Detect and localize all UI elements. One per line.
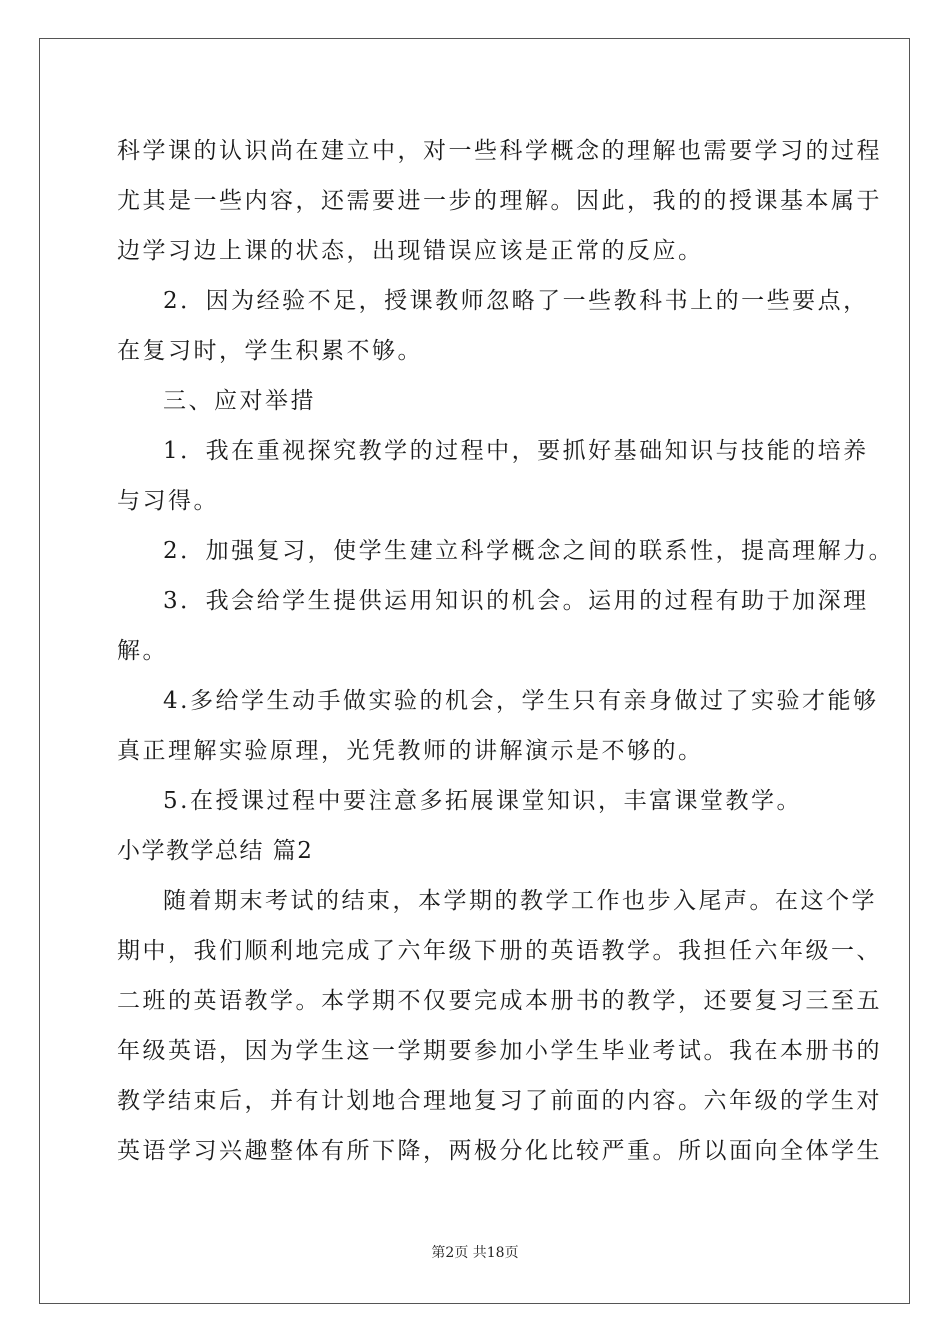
text-line: 5.在授课过程中要注意多拓展课堂知识，丰富课堂教学。 <box>163 788 802 814</box>
page-number-footer: 第2页 共18页 <box>431 1245 519 1261</box>
text-line: 科学课的认识尚在建立中，对一些科学概念的理解也需要学习的过程 <box>117 138 882 164</box>
text-line: 教学结束后，并有计划地合理地复习了前面的内容。六年级的学生对 <box>117 1088 882 1114</box>
text-line: 年级英语，因为学生这一学期要参加小学生毕业考试。我在本册书的 <box>117 1038 882 1064</box>
text-line: 真正理解实验原理，光凭教师的讲解演示是不够的。 <box>117 738 704 764</box>
text-line: 3．我会给学生提供运用知识的机会。运用的过程有助于加深理 <box>163 588 869 614</box>
text-line: 英语学习兴趣整体有所下降，两极分化比较严重。所以面向全体学生 <box>117 1138 882 1164</box>
text-line: 2．因为经验不足，授课教师忽略了一些教科书上的一些要点， <box>163 288 869 314</box>
text-line: 1．我在重视探究教学的过程中，要抓好基础知识与技能的培养 <box>163 438 869 464</box>
text-line: 解。 <box>117 638 168 664</box>
text-line: 与习得。 <box>117 488 219 514</box>
text-line: 尤其是一些内容，还需要进一步的理解。因此，我的的授课基本属于 <box>117 188 882 214</box>
text-line: 2．加强复习，使学生建立科学概念之间的联系性，提高理解力。 <box>163 538 895 564</box>
section-heading: 三、应对举措 <box>163 388 316 414</box>
text-line: 随着期末考试的结束，本学期的教学工作也步入尾声。在这个学 <box>163 888 877 914</box>
text-line: 二班的英语教学。本学期不仅要完成本册书的教学，还要复习三至五 <box>117 988 882 1014</box>
text-line: 4.多给学生动手做实验的机会，学生只有亲身做过了实验才能够 <box>163 688 879 714</box>
text-line: 边学习边上课的状态，出现错误应该是正常的反应。 <box>117 238 704 264</box>
text-line: 期中，我们顺利地完成了六年级下册的英语教学。我担任六年级一、 <box>117 938 882 964</box>
article-heading: 小学教学总结 篇2 <box>117 838 314 864</box>
text-line: 在复习时，学生积累不够。 <box>117 338 423 364</box>
document-body <box>117 126 895 1176</box>
